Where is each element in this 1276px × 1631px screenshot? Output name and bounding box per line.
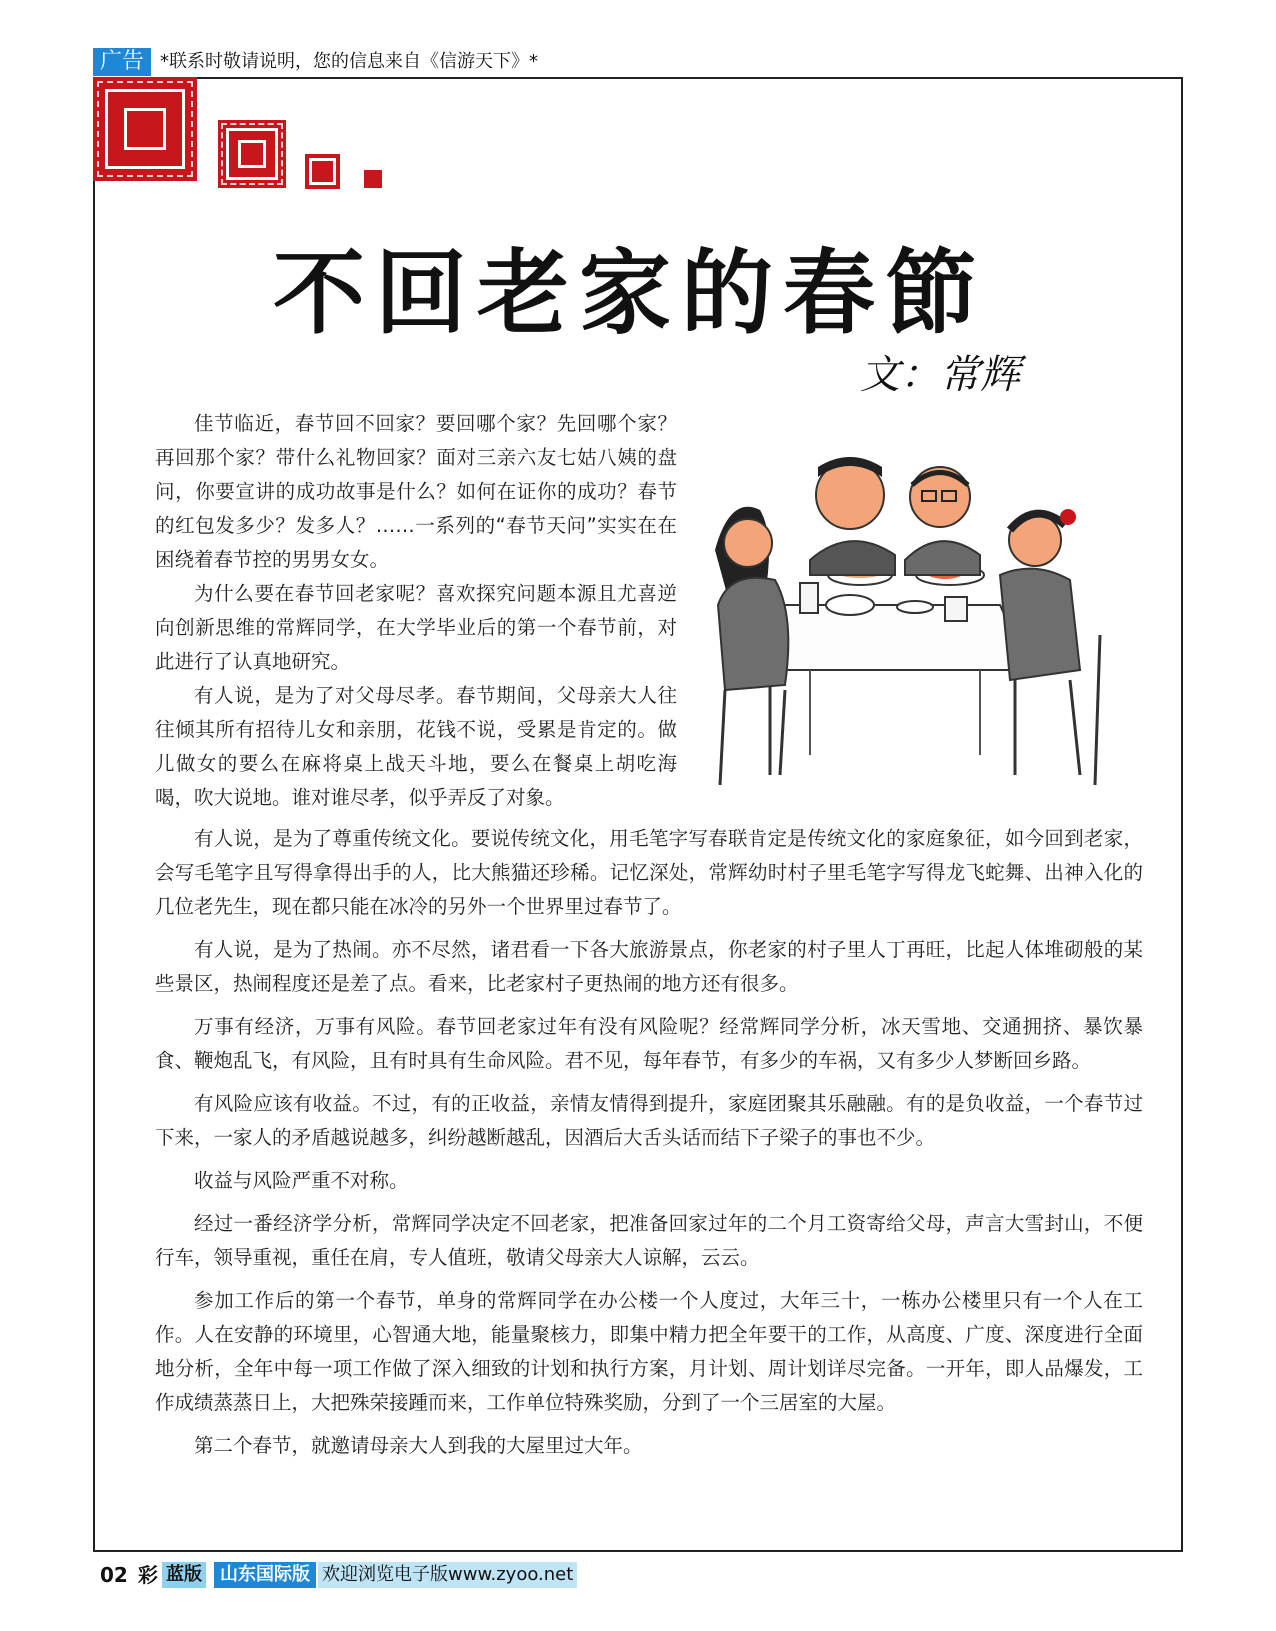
paragraph: 佳节临近，春节回不回家？要回哪个家？先回哪个家？再回那个家？带什么礼物回家？面对三亲六友七姑八姨的盘问，你要宣讲的成功故事是什么？如何在证你的成功？春节的红包发多少？发多人？……一系列的“春节天问”实实在在困绕着春节控的男男女女。 — [155, 412, 677, 571]
seal-medium-icon — [218, 120, 286, 188]
article-title: 不回老家的春節 — [272, 239, 987, 347]
section-label: 蓝版 — [162, 1562, 206, 1588]
paragraph: 万事有经济，万事有风险。春节回老家过年有没有风险呢？经常辉同学分析，冰天雪地、交通拥挤、暴饮暴食、鞭炮乱飞，有风险，且有时具有生命风险。君不见，每年春节，有多少的车祸，又有多少人梦断回乡路。 — [155, 1015, 1143, 1072]
seal-large-icon — [93, 77, 197, 181]
paragraph: 参加工作后的第一个春节，单身的常辉同学在办公楼一个人度过，大年三十，一栋办公楼里只有一个人在工作。人在安静的环境里，心智通大地，能量聚核力，即集中精力把全年要干的工作，从高度、广度、深度进行全面地分析，全年中每一项工作做了深入细致的计划和执行方案，月计划、周计划详尽完备。一开年，即人品爆发，工作成绩蒸蒸日上，大把殊荣接踵而来，工作单位特殊奖励，分到了一个三居室的大屋。 — [155, 1289, 1143, 1414]
color-label: 彩 — [138, 1563, 158, 1587]
edition-label: 山东国际版 — [214, 1562, 316, 1588]
paragraph: 经过一番经济学分析，常辉同学决定不回老家，把准备回家过年的二个月工资寄给父母，声言大雪封山，不便行车，领导重视，重任在肩，专人值班，敬请父母亲大人谅解，云云。 — [155, 1212, 1143, 1269]
paragraph: 有人说，是为了尊重传统文化。要说传统文化，用毛笔字写春联肯定是传统文化的家庭象征，如今回到老家，会写毛笔字且写得拿得出手的人，比大熊猫还珍稀。记忆深处，常辉幼时村子里毛笔字写得龙飞蛇舞、出神入化的几位老先生，现在都只能在冰冷的另外一个世界里过春节了。 — [155, 827, 1143, 918]
seal-small-icon — [305, 154, 340, 189]
website-link[interactable]: 欢迎浏览电子版www.zyoo.net — [318, 1562, 577, 1588]
page-number: 02 — [100, 1563, 128, 1587]
paragraph: 有人说，是为了热闹。亦不尽然，诸君看一下各大旅游景点，你老家的村子里人丁再旺，比起人体堆砌般的某些景区，热闹程度还是差了点。看来，比老家村子更热闹的地方还有很多。 — [155, 938, 1143, 995]
paragraph: 第二个春节，就邀请母亲大人到我的大屋里过大年。 — [194, 1434, 643, 1457]
paragraph: 收益与风险严重不对称。 — [194, 1169, 409, 1192]
family-dinner-illustration — [700, 455, 1140, 790]
seal-tiny-icon — [364, 170, 382, 188]
article-byline: 文：常辉 — [860, 352, 1020, 398]
ad-note: *联系时敬请说明，您的信息来自《信游天下》* — [160, 51, 538, 72]
left-column — [155, 407, 677, 815]
paragraph: 有人说，是为了对父母尽孝。春节期间，父母亲大人往往倾其所有招待儿女和亲朋，花钱不说，受累是肯定的。做儿做女的要么在麻将桌上战天斗地，要么在餐桌上胡吃海喝，吹大说地。谁对谁尽孝，似乎弄反了对象。 — [155, 684, 677, 809]
paragraph: 有风险应该有收益。不过，有的正收益，亲情友情得到提升，家庭团聚其乐融融。有的是负收益，一个春节过下来，一家人的矛盾越说越多，纠纷越断越乱，因酒后大舌头话而结下子梁子的事也不少。 — [155, 1092, 1143, 1149]
paragraph: 为什么要在春节回老家呢？喜欢探究问题本源且尤喜逆向创新思维的常辉同学，在大学毕业后的第一个春节前，对此进行了认真地研究。 — [155, 582, 677, 673]
full-width-column — [155, 822, 1143, 1472]
ad-tag: 广告 — [93, 48, 151, 76]
